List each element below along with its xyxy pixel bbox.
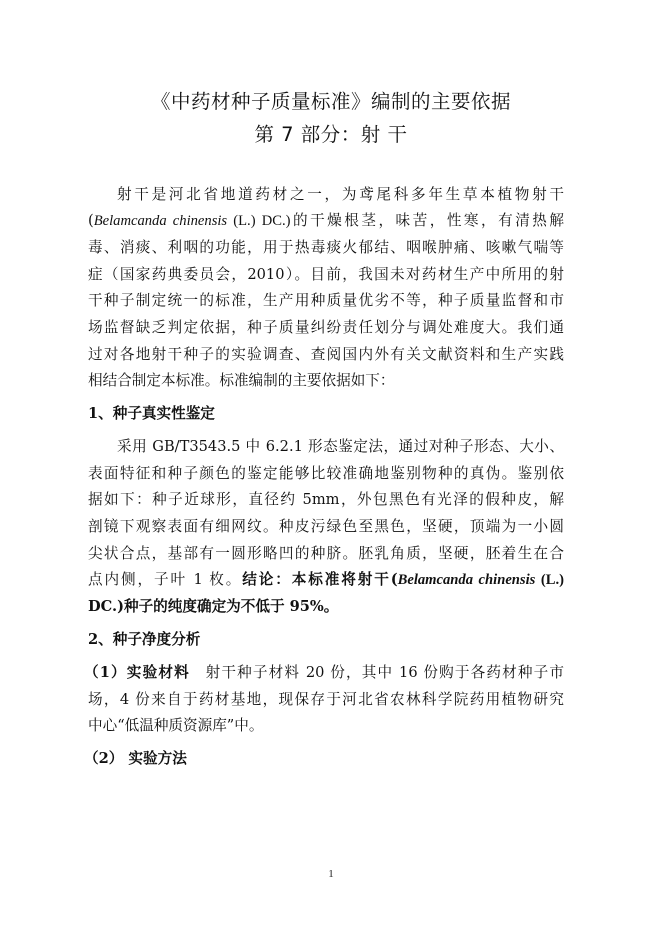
sec2-para1-line-3: 中心“低温种质资源库”中。 xyxy=(88,717,264,734)
sec1-line-6 xyxy=(88,570,564,590)
intro-line-7: 过对各地射干种子的实验调查、查阅国内外有关文献资料和生产实践 xyxy=(88,346,564,363)
intro-line-6: 场监督缺乏判定依据，种子质量纠纷责任划分与调处难度大。我们通 xyxy=(88,319,564,336)
intro-line-1: 射干是河北省地道药材之一，为鸢尾科多年生草本植物射干 xyxy=(117,186,564,203)
methods-label: （2） 实验方法 xyxy=(84,750,187,767)
section-2-heading: 2、种子净度分析 xyxy=(88,631,201,648)
sec1-line-1: 采用 GB/T3543.5 中 6.2.1 形态鉴定法，通过对种子形态、大小、 xyxy=(117,438,564,455)
sec1-line-7: DC.)种子的纯度确定为不低于 95%。 xyxy=(88,598,339,615)
conclusion-latin: Belamcanda chinensis xyxy=(397,572,536,588)
intro-line-3: 毒、消痰、利咽的功能，用于热毒痰火郁结、咽喉肿痛、咳嗽气喘等 xyxy=(88,239,564,256)
sec1-line-3: 据如下：种子近球形，直径约 5mm，外包黑色有光泽的假种皮，解 xyxy=(88,491,564,508)
sec2-para1-text: 射干种子材料 20 份，其中 16 份购于各药材种子市 xyxy=(204,664,565,681)
intro-line-2 xyxy=(88,211,564,231)
intro-line-5: 干种子制定统一的标准，生产用种质量优劣不等，种子质量监督和市 xyxy=(88,292,564,309)
sec2-para1-line-1 xyxy=(84,663,564,683)
sec2-para1-line-2: 场，4 份来自于药材基地，现保存于河北省农林科学院药用植物研究 xyxy=(88,691,564,708)
intro-line-8: 相结合制定本标准。标准编制的主要依据如下： xyxy=(88,372,395,389)
page-number: 1 xyxy=(328,868,334,880)
sec1-line-6-plain: 点内侧，子叶 1 枚。 xyxy=(88,571,243,588)
latin-name: Belamcanda chinensis xyxy=(93,213,228,229)
sec1-line-4: 剖镜下观察表面有细网纹。种皮污绿色至黑色，坚硬，顶端为一小圆 xyxy=(88,518,564,535)
sec1-line-5: 尖状合点，基部有一圆形略凹的种脐。胚乳角质，坚硬，胚着生在合 xyxy=(88,545,564,562)
section-1-heading: 1、种子真实性鉴定 xyxy=(88,405,215,422)
conclusion-label: 结论：本标准将射干( xyxy=(242,571,398,588)
paren-open: ( xyxy=(88,212,94,229)
conclusion-authority: (L.) xyxy=(535,572,564,588)
materials-label: （1）实验材料 xyxy=(84,664,190,681)
latin-authority: (L.) DC.) xyxy=(227,213,291,229)
document-subtitle: 第 7 部分：射 干 xyxy=(254,123,408,146)
document-title: 《中药材种子质量标准》编制的主要依据 xyxy=(150,90,511,113)
intro-line-2-rest: 的干燥根茎，味苦，性寒，有清热解 xyxy=(290,212,564,229)
intro-line-4: 症（国家药典委员会，2010）。目前，我国未对药材生产中所用的射 xyxy=(88,266,564,283)
sec1-line-2: 表面特征和种子颜色的鉴定能够比较准确地鉴别物种的真伪。鉴别依 xyxy=(88,465,564,482)
